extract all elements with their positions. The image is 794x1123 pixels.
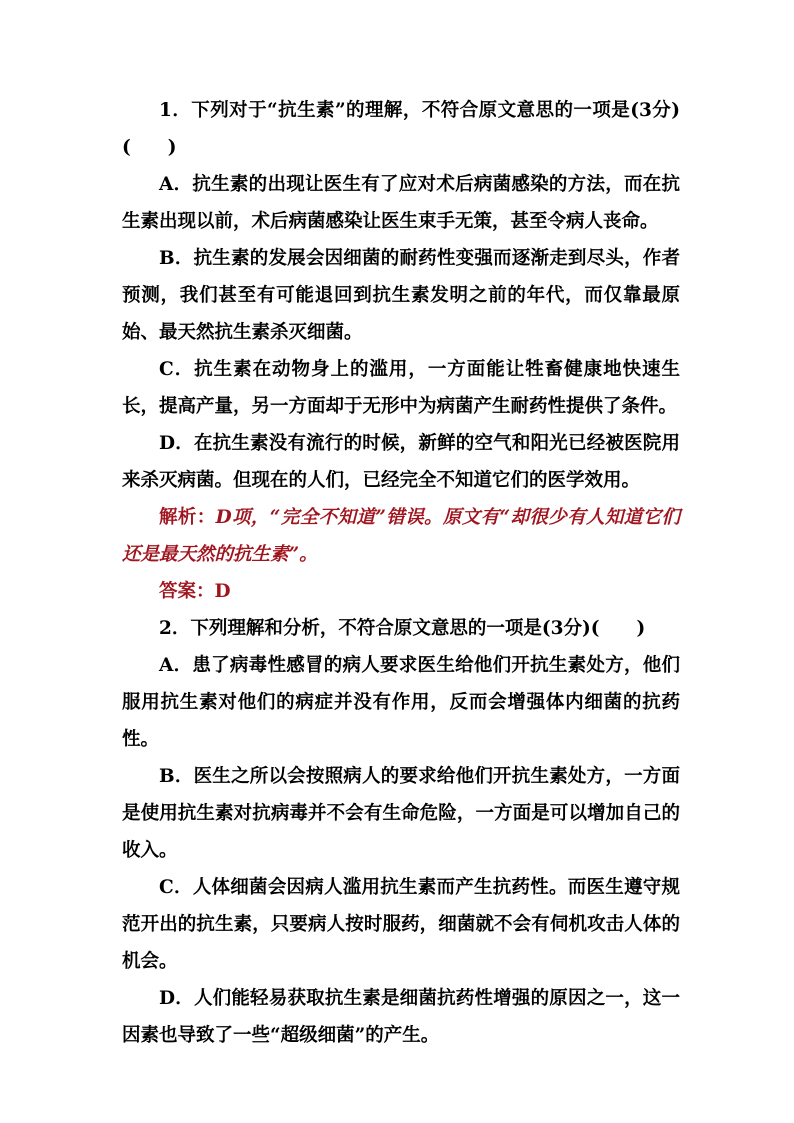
question-2-option-c: C．人体细菌会因病人滥用抗生素而产生抗药性。而医生遵守规范开出的抗生素，只要病人按时服药，细菌就不会有伺机攻击人体的机会。 bbox=[122, 877, 680, 972]
question-2-option-a: A．患了病毒性感冒的病人要求医生给他们开抗生素处方，他们服用抗生素对他们的病症并没有作用，反而会增强体内细菌的抗药性。 bbox=[122, 655, 680, 750]
question-2-stem: 2．下列理解和分析，不符合原文意思的一项是(3分)( ) bbox=[159, 618, 646, 639]
question-1-option-d: D．在抗生素没有流行的时候，新鲜的空气和阳光已经被医院用来杀灭病菌。但现在的人们，已经完全不知道它们的医学效用。 bbox=[122, 433, 680, 491]
question-1-option-c: C．抗生素在动物身上的滥用，一方面能让牲畜健康地快速生长，提高产量，另一方面却于无形中为病菌产生耐药性提供了条件。 bbox=[122, 359, 680, 417]
answer-value: D bbox=[214, 581, 231, 602]
analysis-label: 解析： bbox=[159, 507, 216, 528]
question-1-analysis bbox=[122, 499, 680, 573]
answer-label: 答案： bbox=[159, 581, 215, 602]
question-1-option-b: B．抗生素的发展会因细菌的耐药性变强而逐渐走到尽头，作者预测，我们甚至有可能退回到抗生素发明之前的年代，而仅靠最原始、最天然抗生素杀灭细菌。 bbox=[122, 248, 680, 343]
document-page bbox=[122, 92, 680, 1054]
question-1-option-a: A．抗生素的出现让医生有了应对术后病菌感染的方法，而在抗生素出现以前，术后病菌感染让医生束手无策，甚至令病人丧命。 bbox=[122, 174, 680, 232]
question-1-answer bbox=[122, 573, 680, 610]
question-2-option-d: D．人们能轻易获取抗生素是细菌抗药性增强的原因之一，这一因素也导致了一些“超级细菌”的产生。 bbox=[122, 988, 680, 1046]
analysis-text: D项，“完全不知道”错误。原文有“却很少有人知道它们还是最天然的抗生素”。 bbox=[122, 507, 680, 565]
question-2-option-b: B．医生之所以会按照病人的要求给他们开抗生素处方，一方面是使用抗生素对抗病毒并不会有生命危险，一方面是可以增加自己的收入。 bbox=[122, 766, 680, 861]
question-1-stem: 1．下列对于“抗生素”的理解，不符合原文意思的一项是(3分)( ) bbox=[122, 100, 680, 158]
